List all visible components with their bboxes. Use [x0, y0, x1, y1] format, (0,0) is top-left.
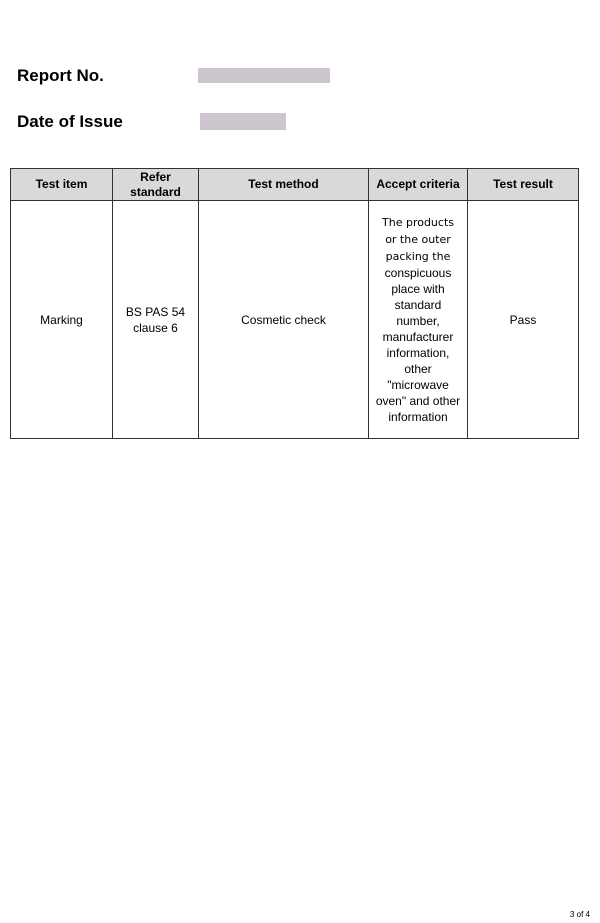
- accept-criteria-part2: conspicuous place with standard number, manufacturer information, other "microwave oven" and other information: [375, 266, 461, 424]
- cell-accept-criteria: [369, 201, 468, 439]
- refer-standard-line1: BS PAS 54: [125, 304, 186, 319]
- test-results-table: [10, 168, 579, 439]
- date-of-issue-label: Date of Issue: [17, 112, 123, 131]
- column-header-test-method: Test method: [199, 169, 369, 201]
- refer-standard-line2: clause 6: [133, 320, 178, 335]
- column-header-refer-standard: Refer standard: [113, 169, 199, 201]
- column-header-test-result: Test result: [468, 169, 579, 201]
- column-header-accept-criteria: Accept criteria: [369, 169, 468, 201]
- cell-test-method: Cosmetic check: [199, 201, 369, 439]
- report-number-label: Report No.: [17, 66, 104, 85]
- column-header-test-item: Test item: [11, 169, 113, 201]
- accept-criteria-part1: The products or the outer packing the: [382, 216, 454, 263]
- table-header-row: [11, 169, 579, 201]
- page-number: 3 of 4: [569, 910, 590, 919]
- table-row: [11, 201, 579, 439]
- cell-test-item: Marking: [11, 201, 113, 439]
- cell-test-result: Pass: [468, 201, 579, 439]
- report-number-redacted: [198, 68, 330, 83]
- cell-refer-standard: [113, 201, 199, 439]
- date-of-issue-redacted: [200, 113, 286, 130]
